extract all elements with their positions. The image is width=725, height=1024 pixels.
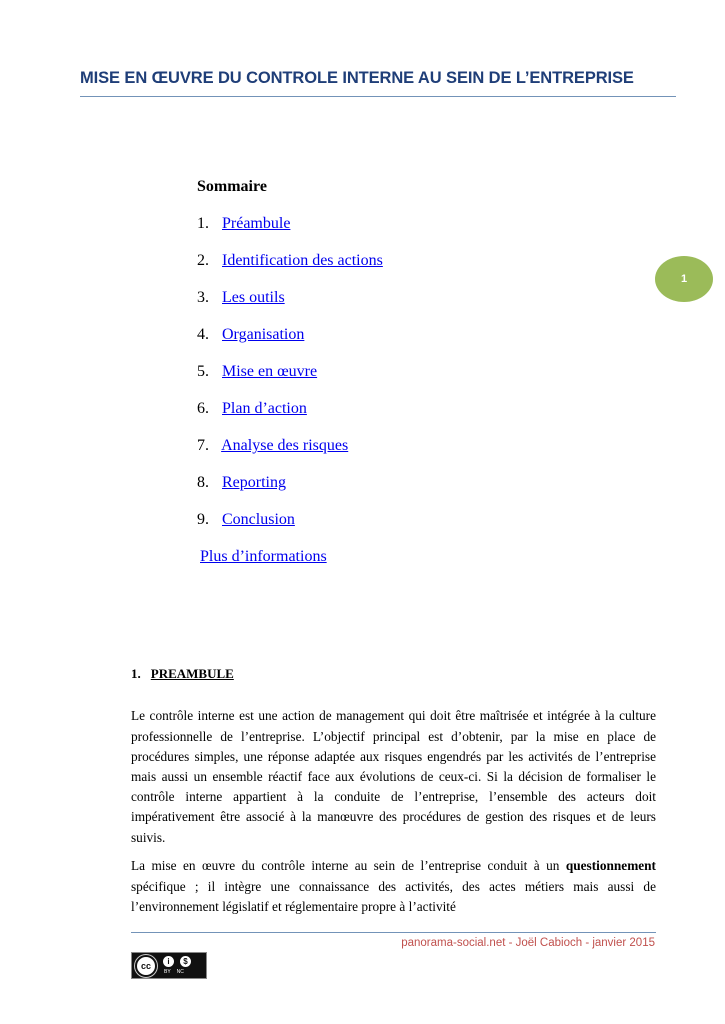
- toc-link-reporting[interactable]: Reporting: [222, 474, 286, 491]
- bold-term: questionnement: [565, 858, 656, 874]
- toc-item-number: 3.: [197, 289, 209, 306]
- toc-link-mise-en-oeuvre[interactable]: Mise en œuvre: [222, 363, 318, 380]
- toc-link-plan-action[interactable]: Plan d’action: [222, 400, 307, 417]
- document-header-title: MISE EN ŒUVRE DU CONTROLE INTERNE AU SEIN DE L’ENTREPRISE: [80, 69, 634, 87]
- toc-link-outils[interactable]: Les outils: [222, 289, 285, 306]
- toc-item-number: 4.: [197, 326, 209, 343]
- toc-list: [197, 214, 383, 547]
- toc-link-preambule[interactable]: Préambule: [222, 215, 291, 232]
- footer-divider: [131, 932, 656, 933]
- toc-link-plus-informations[interactable]: Plus d’informations: [200, 548, 327, 565]
- toc-item: [197, 473, 383, 510]
- cc-nc-label: NC: [176, 969, 184, 975]
- attribution-icon: i: [162, 955, 175, 968]
- toc-item-number: 1.: [197, 215, 209, 232]
- toc-item: [197, 510, 383, 547]
- toc-title: Sommaire: [197, 178, 267, 195]
- toc-item-number: 8.: [197, 474, 209, 491]
- page-number-badge: 1: [655, 256, 713, 302]
- section-title: PREAMBULE: [150, 666, 234, 681]
- section-number: 1.: [131, 666, 141, 681]
- toc-item: [197, 325, 383, 362]
- toc-link-conclusion[interactable]: Conclusion: [222, 511, 295, 528]
- toc-item-number: 7.: [197, 437, 209, 454]
- noncommercial-icon: $: [179, 955, 192, 968]
- creative-commons-badge: [131, 952, 207, 979]
- toc-item: [197, 251, 383, 288]
- toc-item: [197, 362, 383, 399]
- paragraph-text: spécifique ; il intègre une connaissance des activités, des actes métiers mais aussi de l’environnement législatif et réglementaire propre à l’activité: [131, 878, 656, 914]
- cc-icon: cc: [135, 955, 157, 977]
- section-heading: [131, 666, 234, 682]
- toc-link-analyse-risques[interactable]: Analyse des risques: [221, 437, 349, 454]
- toc-link-organisation[interactable]: Organisation: [222, 326, 305, 343]
- cc-labels: [164, 969, 184, 975]
- cc-icon-row: [162, 955, 192, 968]
- toc-item-number: 6.: [197, 400, 209, 417]
- cc-by-label: BY: [164, 969, 171, 975]
- paragraph-preambule-2: [131, 856, 656, 917]
- cc-license-icons: [162, 955, 192, 975]
- toc-item-number: 9.: [197, 511, 209, 528]
- toc-item: [197, 288, 383, 325]
- toc-item: [197, 399, 383, 436]
- toc-item-number: 5.: [197, 363, 209, 380]
- toc-item-number: 2.: [197, 252, 209, 269]
- footer-credit: panorama-social.net - Joël Cabioch - janvier 2015: [401, 937, 655, 949]
- toc-item: [197, 214, 383, 251]
- paragraph-preambule-1: Le contrôle interne est une action de management qui doit être maîtrisée et intégrée à la culture professionnelle de l’entreprise. L’objectif principal est d’obtenir, par la mise en place de procédures simples, une réponse adaptée aux risques engendrés par les activités de l’entreprise mais aussi un ensemble réactif face aux évolutions de ceux-ci. Si la décision de formaliser le contrôle interne appartient à la conduite de l’entreprise, l’ensemble des acteurs doit impérativement être associé à la manœuvre des procédures de gestion des risques et de leurs suivis.: [131, 708, 656, 845]
- paragraph-text: La mise en œuvre du contrôle interne au sein de l’entreprise conduit à un: [131, 858, 560, 874]
- toc-link-identification[interactable]: Identification des actions: [222, 252, 383, 269]
- header-divider: [80, 96, 676, 97]
- toc-item: [197, 436, 383, 473]
